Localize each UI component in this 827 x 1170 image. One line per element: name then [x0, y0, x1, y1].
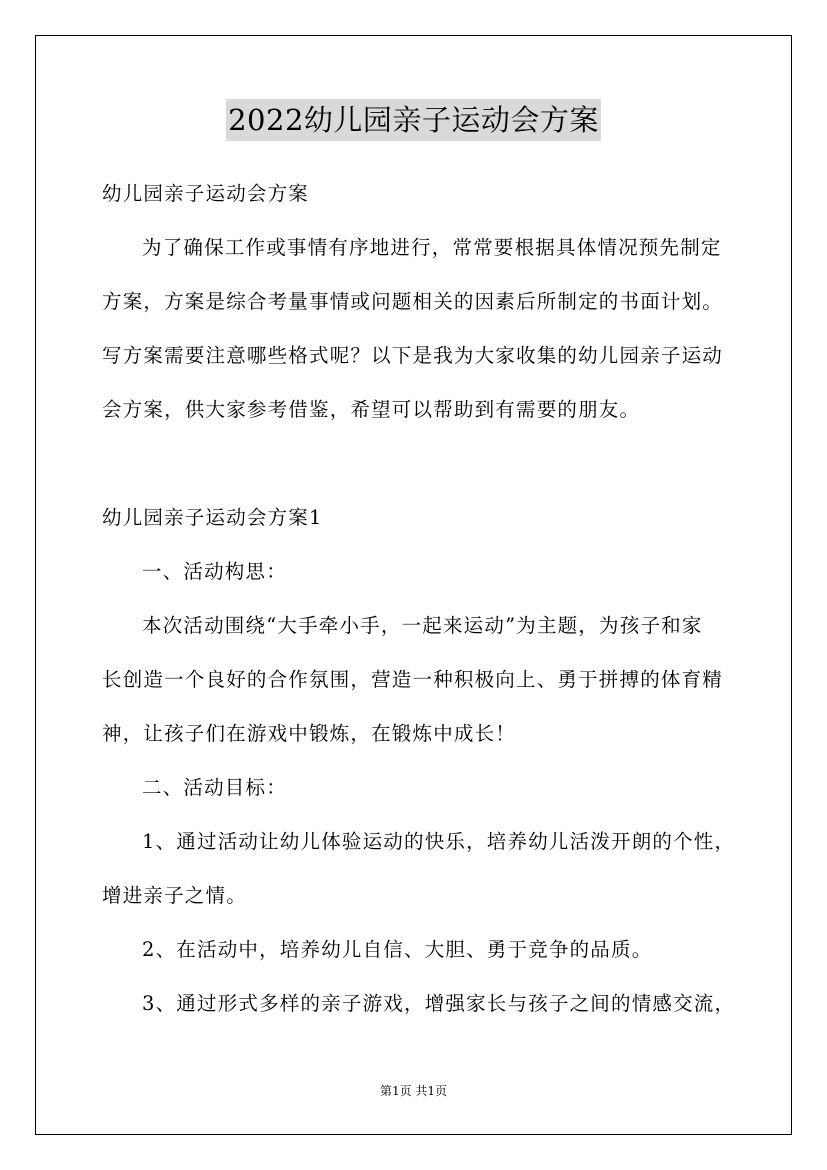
list-item: 2、在活动中，培养幼儿自信、大胆、勇于竞争的品质。	[142, 938, 653, 961]
list-item: 1、通过活动让幼儿体验运动的快乐，培养幼儿活泼开朗的个性，	[142, 830, 736, 853]
paragraph-line: 为了确保工作或事情有序地进行，常常要根据具体情况预先制定	[142, 236, 722, 259]
paragraph-line: 神，让孩子们在游戏中锻炼，在锻炼中成长！	[102, 722, 517, 745]
page-footer: 第1页 共1页	[379, 1084, 448, 1098]
paragraph-line: 会方案，供大家参考借鉴，希望可以帮助到有需要的朋友。	[102, 398, 641, 421]
paragraph-line: 方案，方案是综合考量事情或问题相关的因素后所制定的书面计划。	[102, 290, 724, 313]
section-heading: 幼儿园亲子运动会方案1	[102, 506, 323, 529]
paragraph-line: 长创造一个良好的合作氛围，营造一种积极向上、勇于拼搏的体育精	[102, 668, 724, 691]
subsection-heading: 二、活动目标：	[142, 776, 287, 799]
list-item: 3、通过形式多样的亲子游戏，增强家长与孩子之间的情感交流，	[142, 992, 736, 1015]
subtitle-line: 幼儿园亲子运动会方案	[102, 182, 310, 205]
paragraph-line: 写方案需要注意哪些格式呢？以下是我为大家收集的幼儿园亲子运动	[102, 344, 724, 367]
document-title-text: 2022幼儿园亲子运动会方案	[226, 99, 601, 141]
subsection-heading: 一、活动构思：	[142, 560, 287, 583]
list-item-continuation: 增进亲子之情。	[102, 884, 247, 907]
paragraph-line: 本次活动围绕“大手牵小手，一起来运动”为主题，为孩子和家	[142, 614, 703, 637]
document-title	[0, 99, 827, 141]
